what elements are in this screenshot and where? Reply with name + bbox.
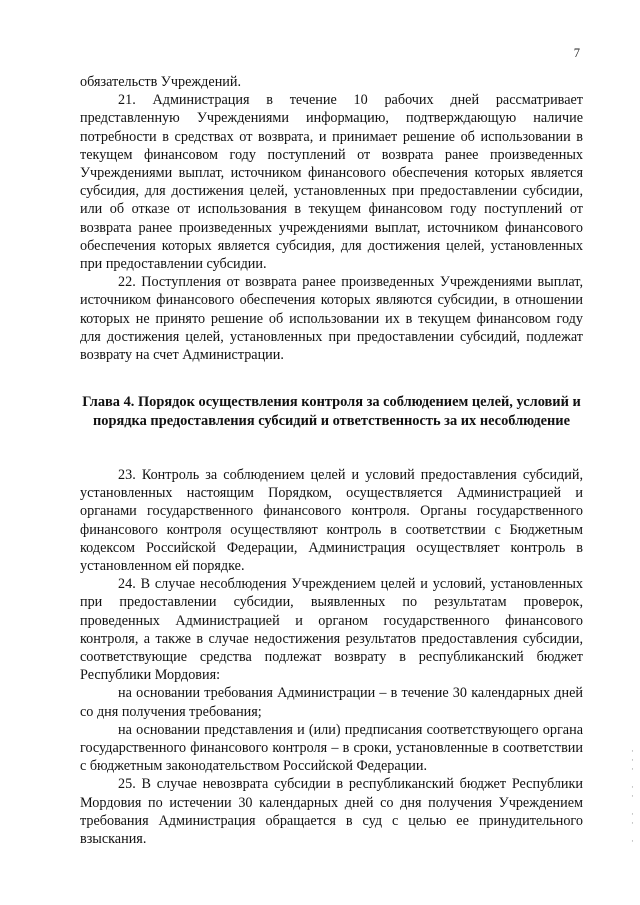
- page-number: 7: [573, 46, 580, 60]
- paragraph-continuation: обязательств Учреждений.: [80, 74, 242, 90]
- paragraph-25: 25. В случае невозврата субсидии в республиканский бюджет Республики Мордовия по истечении 30 календарных дней со дня получения Учреждением требования Администрация обращается в суд с целью ее принудительного взыскания.: [80, 776, 583, 848]
- scan-margin-marks: · · · · · · · ·: [631, 747, 634, 847]
- paragraph-24: 24. В случае несоблюдения Учреждением целей и условий, установленных при предоставлении субсидии, выявленных по результатам проверок, проведенных Администрацией и органом государственного финансового контроля, а также в случае недостижения результатов предоставления субсидии, соответствующие средства подлежат возврату в республиканский бюджет Республики Мордовия:: [80, 576, 583, 684]
- paragraph-24-item-2: на основании представления и (или) предписания соответствующего органа государственного финансового контроля – в сроки, установленные в соответствии с бюджетным законодательством Российской Федерации.: [80, 721, 583, 775]
- paragraph-24-item-1: на основании требования Администрации – в течение 30 календарных дней со дня получения требования;: [80, 685, 583, 720]
- bottom-text-block: [80, 466, 583, 848]
- paragraph-23: 23. Контроль за соблюдением целей и условий предоставления субсидий, установленных настоящим Порядком, осуществляется Администрацией и органами государственного финансового контроля. Органы государственного финансового контроля осуществляют контроль в соответствии с Бюджетным кодексом Российской Федерации, Администрация осуществляет контроль в установленном ей порядке.: [80, 467, 583, 575]
- chapter-heading: Глава 4. Порядок осуществления контроля за соблюдением целей, условий и порядка предоставления субсидий и ответственность за их несоблюдение: [82, 394, 581, 429]
- top-text-block: [80, 73, 583, 364]
- paragraph-21: 21. Администрация в течение 10 рабочих дней рассматривает представленную Учреждениями информацию, подтверждающую наличие потребности в средствах от возврата, и принимает решение об использовании в текущем финансовом году поступлений от возврата ранее произведенных Учреждениями выплат, источником финансового обеспечения которых является субсидия, для достижения целей, установленных при предоставлении субсидии, или об отказе от использования в текущем финансовом году поступлений от возврата ранее произведенных учреждениями выплат, источником финансового обеспечения которых является субсидия, для достижения целей, установленных при предоставлении субсидии.: [80, 92, 583, 273]
- paragraph-22: 22. Поступления от возврата ранее произведенных Учреждениями выплат, источником финансового обеспечения которых являются субсидии, в отношении которых не принято решение об использовании их в текущем финансовом году для достижения целей, установленных при предоставлении субсидий, подлежат возврату на счет Администрации.: [80, 274, 583, 364]
